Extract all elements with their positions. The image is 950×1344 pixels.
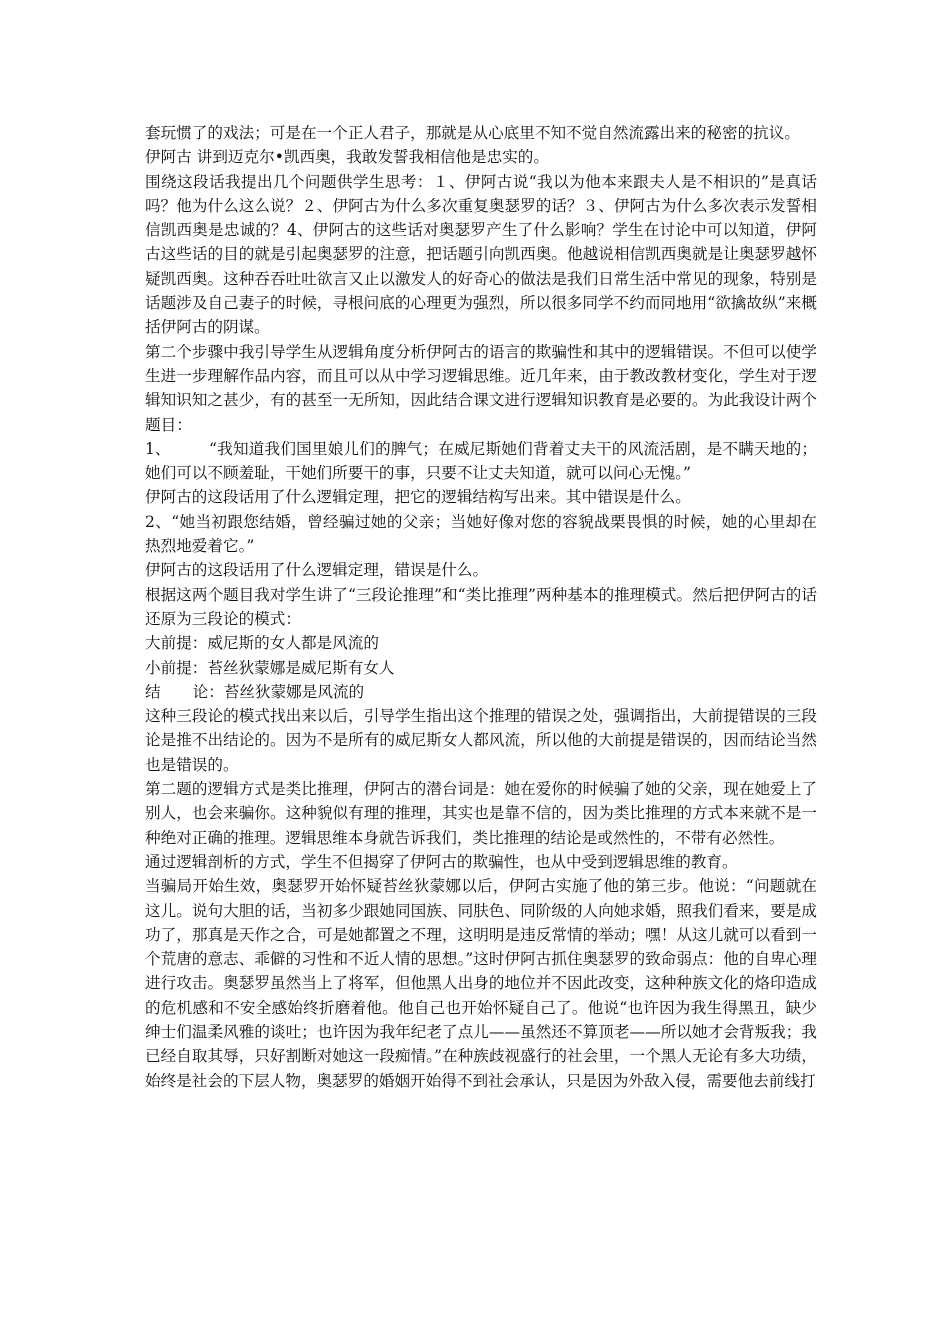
paragraph-10: 第二题的逻辑方式是类比推理，伊阿古的潜台词是：她在爱你的时候骗了她的父亲，现在她爱上了别人，也会来骗你。这种貌似有理的推理，其实也是靠不信的，因为类比推理的方式本来就不是一种绝对正确的推理。逻辑思维本身就告诉我们，类比推理的结论是或然性的，不带有必然性。 [145,780,817,847]
list-item-1-text: “我知道我们国里娘儿们的脾气；在威尼斯她们背着丈夫干的风流活剧，是不瞒天地的；她们可以不顾羞耻，干她们所要干的事，只要不让丈夫知道，就可以问心无愧。” [145,439,817,483]
document-page [145,121,817,1093]
paragraph-6: 2、“她当初跟您结婚，曾经骗过她的父亲；当她好像对您的容貌战栗畏惧的时候，她的心里却在热烈地爱着它。” [145,512,817,556]
list-item-1 [145,437,817,486]
paragraph-1: 套玩惯了的戏法；可是在一个正人君子，那就是从心底里不知不觉自然流露出来的秘密的抗议。 [145,124,800,142]
paragraph-7: 伊阿古的这段话用了什么逻辑定理，错误是什么。 [145,561,489,580]
paragraph-11: 通过逻辑剖析的方式，学生不但揭穿了伊阿古的欺骗性，也从中受到逻辑思维的教育。 [145,852,738,871]
paragraph-4: 第二个步骤中我引导学生从逻辑角度分析伊阿古的语言的欺骗性和其中的逻辑错误。不但可以使学生进一步理解作品内容，而且可以从中学习逻辑思维。近几年来，由于教改教材变化，学生对于逻辑知识知之甚少，有的甚至一无所知，因此结合课文进行逻辑知识教育是必要的。为此我设计两个题目： [145,342,817,434]
major-premise: 大前提：威尼斯的女人都是风流的 [145,634,379,653]
conclusion-label-b: 论：苔丝狄蒙娜是风流的 [192,682,365,701]
conclusion [145,680,817,704]
paragraph-5: 伊阿古的这段话用了什么逻辑定理，把它的逻辑结构写出来。其中错误是什么。 [145,488,691,507]
paragraph-2: 伊阿古 讲到迈克尔•凯西奥，我敢发誓我相信他是忠实的。 [145,148,549,167]
paragraph-3: 围绕这段话我提出几个问题供学生思考：１、伊阿古说“我以为他本来跟夫人是不相识的”是真话吗？他为什么这么说？２、伊阿古为什么多次重复奥瑟罗的话？３、伊阿古为什么多次表示发誓相信凯西奥是忠诚的？4、伊阿古的这些话对奥瑟罗产生了什么影响？学生在讨论中可以知道，伊阿古这些话的目的就是引起奥瑟罗的注意，把话题引向凯西奥。他越说相信凯西奥就是让奥瑟罗越怀疑凯西奥。这种吞吞吐吐欲言又止以激发人的好奇心的做法是我们日常生活中常见的现象，特别是话题涉及自己妻子的时候，寻根问底的心理更为强烈，所以很多同学不约而同地用“欲擒故纵”来概括伊阿古的阴谋。 [145,172,817,337]
paragraph-9: 这种三段论的模式找出来以后，引导学生指出这个推理的错误之处，强调指出，大前提错误的三段论是推不出结论的。因为不是所有的威尼斯女人都风流，所以他的大前提是错误的，因而结论当然也是错误的。 [145,707,817,774]
minor-premise: 小前提：苔丝狄蒙娜是威尼斯有女人 [145,658,395,677]
conclusion-label-a: 结 [145,682,161,701]
list-item-1-number: 1、 [145,439,171,458]
paragraph-8: 根据这两个题目我对学生讲了“三段论推理”和“类比推理”两种基本的推理模式。然后把伊阿古的话还原为三段论的模式： [145,585,817,628]
paragraph-12: 当骗局开始生效，奥瑟罗开始怀疑苔丝狄蒙娜以后，伊阿古实施了他的第三步。他说：“问题就在这儿。说句大胆的话，当初多少跟她同国族、同肤色、同阶级的人向她求婚，照我们看来，要是成功了，那真是天作之合，可是她都置之不理，这明明是违反常情的举动；嘿！从这儿就可以看到一个荒唐的意志、乖僻的习性和不近人情的思想。”这时伊阿古抓住奥瑟罗的致命弱点：他的自卑心理进行攻击。奥瑟罗虽然当上了将军，但他黑人出身的地位并不因此改变，这种种族文化的烙印造成的危机感和不安全感始终折磨着他。他自己也开始怀疑自己了。他说“也许因为我生得黑丑，缺少绅士们温柔风雅的谈吐；也许因为我年纪老了点儿——虽然还不算顶老——所以她才会背叛我；我已经自取其辱，只好割断对她这一段痴情。”在种族歧视盛行的社会里，一个黑人无论有多大功绩，始终是社会的下层人物，奥瑟罗的婚姻开始得不到社会承认，只是因为外敌入侵，需要他去前线打 [145,877,817,1090]
